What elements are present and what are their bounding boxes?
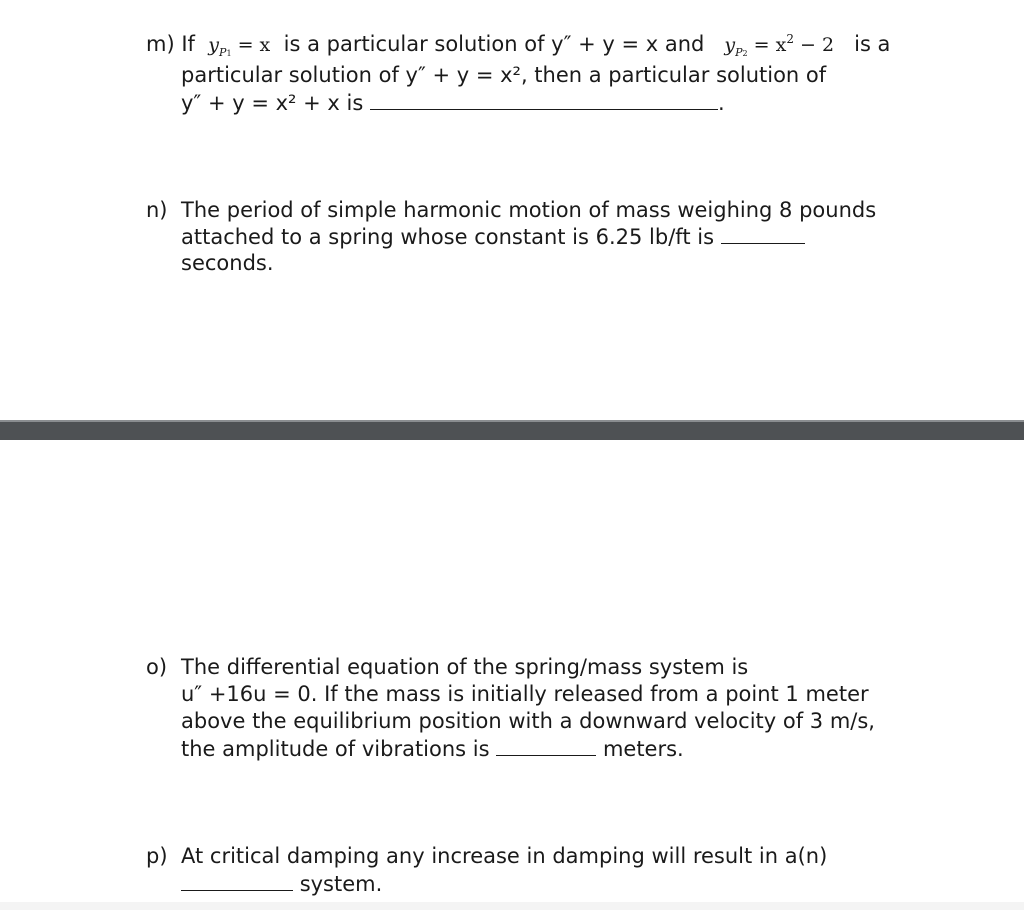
problem-p-label: p) bbox=[146, 844, 168, 868]
problem-m-line-2: particular solution of y″ + y = x², then a particular solution of bbox=[181, 63, 827, 87]
answer-blank-m[interactable] bbox=[370, 89, 718, 110]
problem-n-line-2: attached to a spring whose constant is 6.25 lb/ft is bbox=[181, 223, 805, 251]
problem-n-line-1: n) The period of simple harmonic motion of mass weighing 8 pounds bbox=[146, 198, 877, 222]
problem-m-if: If bbox=[181, 32, 195, 56]
problem-m-line-1 bbox=[146, 26, 890, 67]
answer-blank-n[interactable] bbox=[721, 223, 805, 244]
answer-blank-p[interactable] bbox=[181, 870, 293, 891]
problem-m-text-2: is a bbox=[854, 32, 891, 56]
problem-m-line-3: y″ + y = x² + x is . bbox=[181, 91, 725, 115]
problem-o-label: o) bbox=[146, 655, 168, 679]
yp1-expression: $y_{P1} = x$ bbox=[208, 34, 271, 59]
problem-n-line-3: seconds. bbox=[181, 251, 274, 275]
problem-m-text-1: is a particular solution of y″ + y = x and bbox=[283, 32, 705, 56]
yp2-expression: $y_{P2} = x^2 - 2$ bbox=[724, 32, 835, 59]
answer-blank-o[interactable] bbox=[496, 735, 596, 756]
problem-n-label: n) bbox=[146, 198, 168, 222]
problem-o-line-3: above the equilibrium position with a downward velocity of 3 m/s, bbox=[181, 709, 875, 733]
page-bottom-edge bbox=[0, 902, 1024, 910]
problem-o-line-2: u″ +16u = 0. If the mass is initially released from a point 1 meter bbox=[181, 682, 869, 706]
problem-p-line-2: system. bbox=[181, 870, 382, 898]
problem-m-label: m) bbox=[146, 32, 175, 56]
page-divider bbox=[0, 420, 1024, 440]
problem-o-line-1: o) The differential equation of the spring/mass system is bbox=[146, 655, 749, 679]
problem-o-line-4: the amplitude of vibrations is meters. bbox=[181, 737, 684, 761]
problem-p-line-1: p) At critical damping any increase in damping will result in a(n) bbox=[146, 844, 828, 868]
